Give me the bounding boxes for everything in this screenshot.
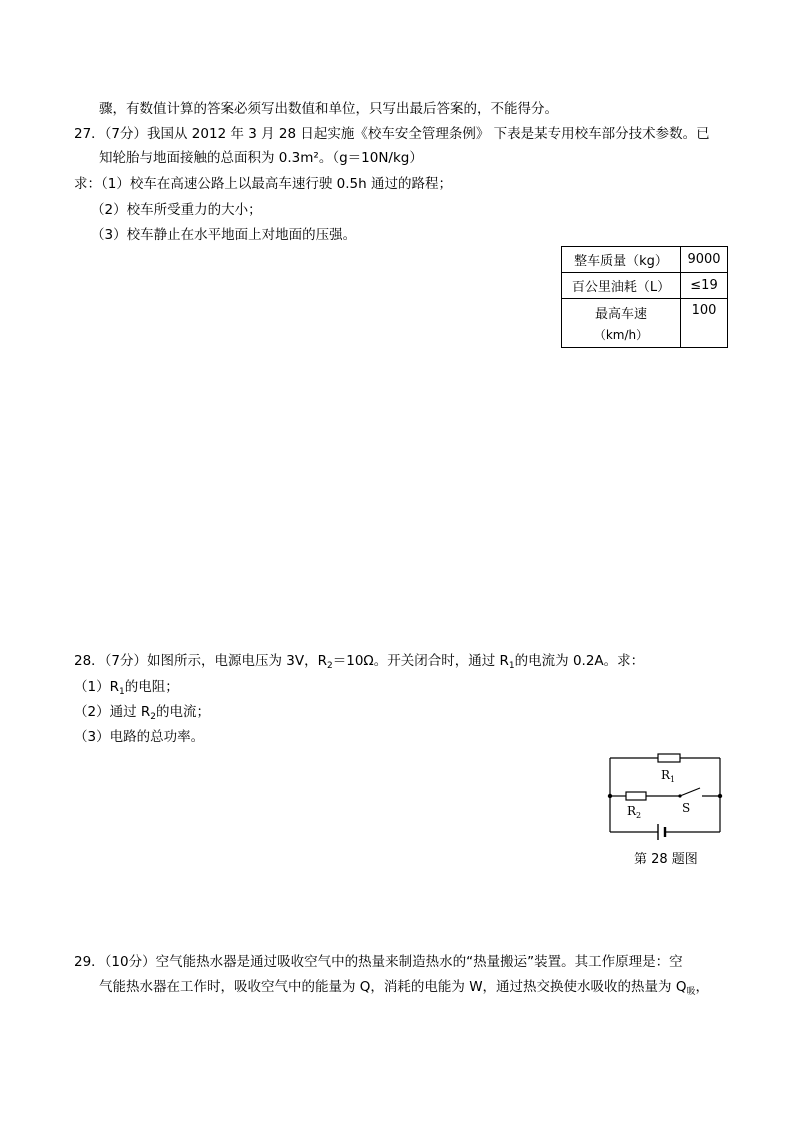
spec-mass-label: 整车质量（kg） <box>562 247 681 273</box>
label-switch: S <box>682 801 691 815</box>
q28-sub-r2: 2 <box>327 661 333 671</box>
spec-mass-value: 9000 <box>681 247 728 273</box>
q28-ask2-post: 的电流； <box>156 704 210 720</box>
spec-speed-title: 最高车速 <box>594 307 647 322</box>
junction-left <box>608 794 612 798</box>
resistor-r1 <box>658 754 680 762</box>
q27-sub2: （2）校车所受重力的大小； <box>91 202 262 218</box>
q27-sub3: （3）校车静止在水平地面上对地面的压强。 <box>91 227 357 243</box>
junction-right <box>718 794 722 798</box>
table-row <box>562 247 728 273</box>
switch-blade <box>680 788 700 796</box>
instruction-continuation: 骤，有数值计算的答案必须写出数值和单位，只写出最后答案的，不能得分。 <box>99 101 558 117</box>
q28-text-part2: ＝10Ω。开关闭合时，通过 R <box>332 653 509 669</box>
q29-line1: 29．（10分）空气能热水器是通过吸收空气中的热量来制造热水的“热量搬运”装置。其工作原理是：空 <box>74 954 683 970</box>
switch-pivot <box>678 794 681 797</box>
spec-fuel-value: ≤19 <box>681 273 728 299</box>
q28-statement <box>74 651 644 676</box>
q27-line2: 知轮胎与地面接触的总面积为 0.3m²。（g＝10N/kg） <box>99 150 423 166</box>
q28-ask1-sub: 1 <box>118 687 125 697</box>
q28-ask1 <box>74 677 179 702</box>
bus-spec-table <box>561 246 728 348</box>
spec-speed-label <box>562 299 681 348</box>
table-row <box>562 273 728 299</box>
q28-ask2 <box>74 702 210 727</box>
q28-ask3: （3）电路的总功率。 <box>74 729 205 745</box>
q29-line2-end: ， <box>695 979 709 995</box>
q27-line1: 27．（7分）我国从 2012 年 3 月 28 日起实施《校车安全管理条例》 下表是某专用校车部分技术参数。已 <box>74 126 710 142</box>
q28-ask1-pre: （1）R <box>74 679 119 695</box>
q27-ask: 求：（1）校车在高速公路上以最高车速行驶 0.5h 通过的路程； <box>74 176 452 192</box>
q28-ask2-sub: 2 <box>150 712 156 722</box>
q29-line2-text: 气能热水器在工作时，吸收空气中的能量为 Q，消耗的电能为 W，通过热交换使水吸收的热量为 Q <box>99 979 687 995</box>
spec-fuel-label: 百公里油耗（L） <box>562 273 681 299</box>
figure-caption: 第 28 题图 <box>634 852 698 867</box>
q28-sub-r1: 1 <box>508 661 515 671</box>
resistor-r2 <box>626 792 646 800</box>
q28-ask1-post: 的电阻； <box>124 679 179 695</box>
q29-sub-absorbed: 吸 <box>686 987 696 997</box>
q28-text-part1: 28．（7分）如图所示，电源电压为 3V，R <box>74 653 328 669</box>
q28-ask2-pre: （2）通过 R <box>74 704 151 720</box>
label-r1: $R_1$ <box>661 768 676 784</box>
q28-text-part3: 的电流为 0.2A。求： <box>514 653 645 669</box>
q29-line2 <box>99 977 709 1002</box>
label-r2: $R_2$ <box>627 804 642 820</box>
spec-speed-unit: （km/h） <box>593 328 649 342</box>
table-row <box>562 299 728 348</box>
circuit-diagram <box>600 748 730 848</box>
spec-speed-value: 100 <box>681 299 728 348</box>
